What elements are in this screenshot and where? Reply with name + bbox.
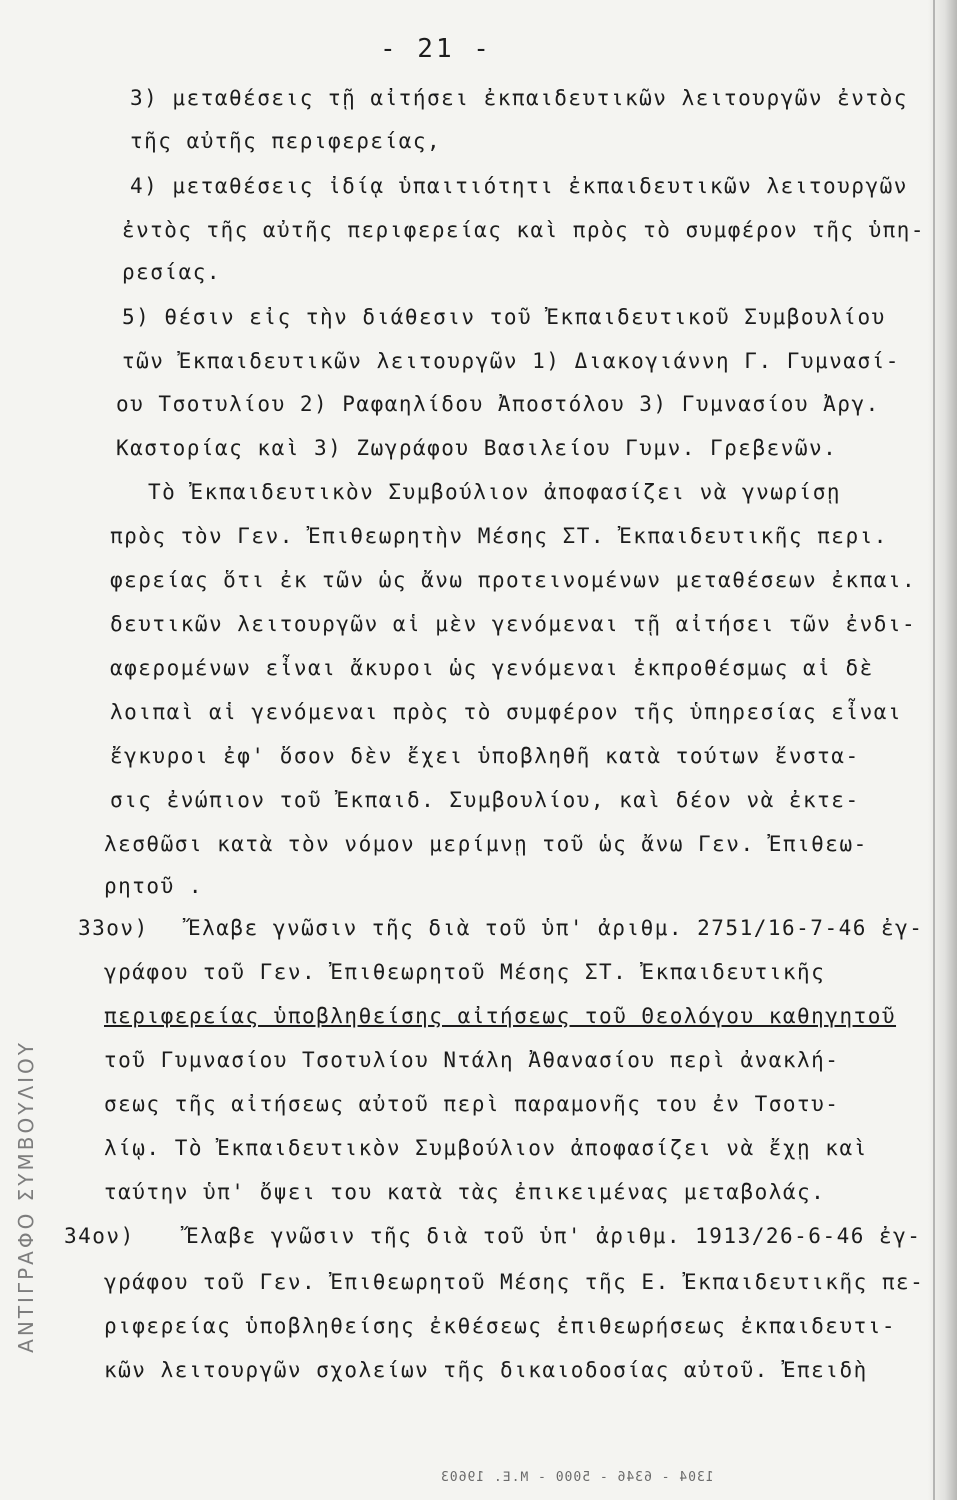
text-line: Ἔλαβε γνῶσιν τῆς διὰ τοῦ ὑπ' ἀριθμ. 2751/16-7-46 ἐγ-	[188, 916, 924, 940]
text-line: γράφου τοῦ Γεν. Ἐπιθεωρητοῦ Μέσης τῆς Ε. Ἐκπαιδευτικῆς πε-	[104, 1270, 925, 1294]
text-line: σις ἐνώπιον τοῦ Ἐκπαιδ. Συμβουλίου, καὶ δέον νὰ ἐκτε-	[110, 788, 860, 812]
text-line: τοῦ Γυμνασίου Τσοτυλίου Ντάλη Ἀθανασίου περὶ ἀνακλή-	[104, 1048, 840, 1072]
text-line: αφερομένων εἶναι ἄκυροι ὡς γενόμεναι ἐκπροθέσμως αἱ δὲ	[110, 656, 874, 680]
text-line: ἔγκυροι ἐφ' ὅσον δὲν ἔχει ὑποβληθῆ κατὰ τούτων ἔνστα-	[110, 744, 860, 768]
text-line: τῆς αὐτῆς περιφερείας,	[130, 129, 442, 153]
text-line: 3) μεταθέσεις τῇ αἰτήσει ἐκπαιδευτικῶν λειτουργῶν ἐντὸς	[130, 86, 908, 110]
text-line: φερείας ὅτι ἐκ τῶν ὡς ἄνω προτεινομένων μεταθέσεων ἐκπαι.	[110, 568, 917, 592]
text-line: λοιπαὶ αἱ γενόμεναι πρὸς τὸ συμφέρον τῆς ὑπηρεσίας εἶναι	[110, 700, 903, 724]
text-line: κῶν λειτουργῶν σχολείων τῆς δικαιοδοσίας αὐτοῦ. Ἐπειδὴ	[104, 1358, 868, 1382]
text-line: λεσθῶσι κατὰ τὸν νόμον μερίμνῃ τοῦ ὡς ἄνω Γεν. Ἐπιθεω-	[104, 832, 868, 856]
item-number: 34ον)	[64, 1224, 135, 1248]
text-line: 4) μεταθέσεις ἰδίᾳ ὑπαιτιότητι ἐκπαιδευτικῶν λειτουργῶν	[130, 174, 908, 198]
text-line: ρεσίας.	[122, 260, 222, 284]
page-number: - 21 -	[380, 34, 492, 64]
text-line: Καστορίας καὶ 3) Ζωγράφου Βασιλείου Γυμν. Γρεβενῶν.	[116, 436, 838, 460]
text-line: ρητοῦ .	[104, 874, 204, 898]
text-line: 5) θέσιν εἰς τὴν διάθεσιν τοῦ Ἐκπαιδευτικοῦ Συμβουλίου	[122, 305, 886, 329]
text-line: Ἔλαβε γνῶσιν τῆς διὰ τοῦ ὑπ' ἀριθμ. 1913/26-6-46 ἐγ-	[186, 1224, 922, 1248]
text-line: ἐντὸς τῆς αὐτῆς περιφερείας καὶ πρὸς τὸ συμφέρον τῆς ὑπη-	[122, 218, 925, 242]
text-line: ριφερείας ὑποβληθείσης ἐκθέσεως ἐπιθεωρήσεως ἐκπαιδευτι-	[104, 1314, 897, 1338]
text-line: τῶν Ἐκπαιδευτικῶν λειτουργῶν 1) Διακογιάννη Γ. Γυμνασί-	[122, 349, 900, 373]
text-line: ταύτην ὑπ' ὄψει του κατὰ τὰς ἐπικειμένας μεταβολάς.	[104, 1180, 826, 1204]
text-line: λίῳ. Τὸ Ἐκπαιδευτικὸν Συμβούλιον ἀποφασίζει νὰ ἔχῃ καὶ	[104, 1136, 868, 1160]
item-number: 33ον)	[78, 916, 149, 940]
text-line: γράφου τοῦ Γεν. Ἐπιθεωρητοῦ Μέσης ΣΤ. Ἐκπαιδευτικῆς	[104, 960, 826, 984]
text-line: περιφερείας ὑποβληθείσης αἰτήσεως τοῦ Θεολόγου καθηγητοῦ	[104, 1004, 897, 1028]
text-line: σεως τῆς αἰτήσεως αὐτοῦ περὶ παραμονῆς του ἐν Τσοτυ-	[104, 1092, 840, 1116]
text-line: πρὸς τὸν Γεν. Ἐπιθεωρητὴν Μέσης ΣΤ. Ἐκπαιδευτικῆς περι.	[110, 524, 888, 548]
text-line: δευτικῶν λειτουργῶν αἱ μὲν γενόμεναι τῇ αἰτήσει τῶν ἐνδι-	[110, 612, 917, 636]
text-line: ου Τσοτυλίου 2) Ραφαηλίδου Ἀποστόλου 3) Γυμνασίου Ἀργ.	[116, 392, 880, 416]
side-stamp: ΑΝΤΙΓΡΑΦΟ ΣΥΜΒΟΥΛΙΟΥ	[14, 1040, 38, 1353]
page-edge-shadow	[927, 0, 957, 1500]
printer-footer: 1304 - 6346 - 5000 - Μ.Ε. 19603	[440, 1470, 714, 1485]
text-line: Τὸ Ἐκπαιδευτικὸν Συμβούλιον ἀποφασίζει νὰ γνωρίσῃ	[148, 480, 842, 504]
